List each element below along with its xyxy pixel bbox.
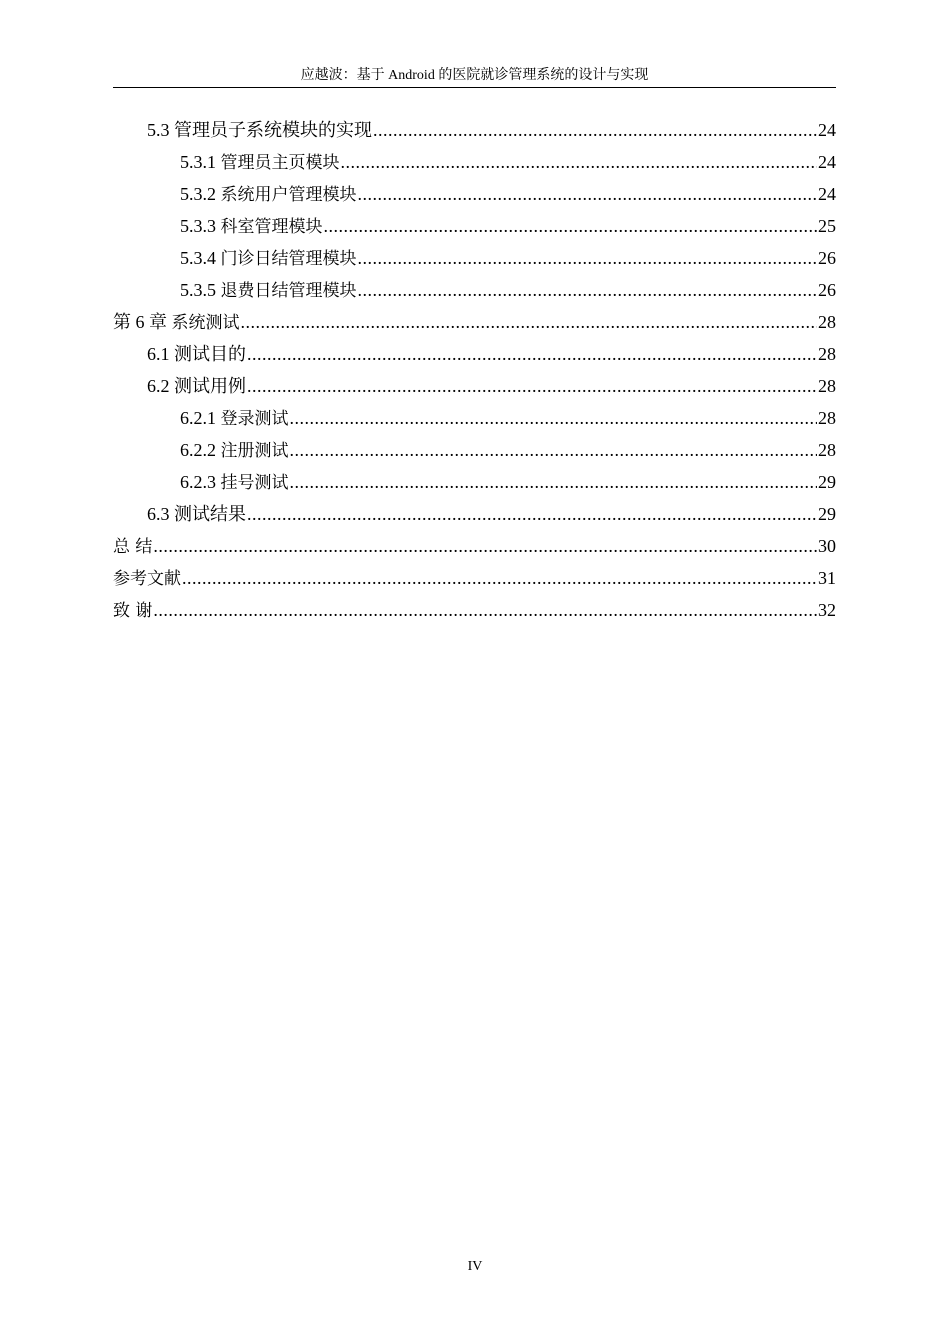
toc-entry-number: 6.2.1 [180, 408, 221, 428]
toc-dot-leader [241, 306, 818, 338]
toc-dot-leader [247, 498, 817, 530]
toc-entry-label [147, 370, 246, 402]
toc-entry-title: 注册测试 [220, 441, 289, 461]
toc-entry-title: 参考文献 [113, 569, 181, 589]
toc-entry-title: 测试用例 [174, 376, 246, 396]
toc-entry-title: 退费日结管理模块 [220, 281, 357, 301]
toc-entry[interactable] [113, 274, 836, 306]
toc-entry-title: 门诊日结管理模块 [220, 249, 357, 269]
toc-entry-title: 管理员子系统模块的实现 [174, 120, 372, 140]
toc-entry-title: 测试结果 [174, 504, 246, 524]
toc-entry-number: 5.3.5 [180, 280, 221, 300]
toc-entry[interactable] [113, 402, 836, 434]
toc-entry[interactable] [113, 370, 836, 402]
toc-entry-number: 5.3.3 [180, 216, 221, 236]
toc-entry-number: 5.3 [147, 120, 174, 140]
toc-entry-number: 第 6 章 [113, 312, 172, 332]
toc-entry-label [180, 242, 357, 275]
running-header: 应越波：基于 Android 的医院就诊管理系统的设计与实现 [300, 68, 649, 83]
toc-entry[interactable] [113, 466, 836, 498]
toc-entry-title: 挂号测试 [220, 473, 289, 493]
toc-entry-label [180, 402, 289, 435]
toc-dot-leader [153, 594, 817, 626]
toc-entry-title: 致 谢 [113, 601, 153, 621]
toc-page-number: 28 [818, 440, 836, 460]
toc-dot-leader [247, 338, 817, 370]
toc-entry-number: 5.3.2 [180, 184, 221, 204]
toc-page-number: 29 [818, 504, 836, 524]
toc-dot-leader [247, 370, 817, 402]
toc-entry-label [113, 562, 181, 595]
toc-entry-label [113, 306, 240, 339]
toc-entry-label [180, 434, 289, 467]
toc-entry[interactable] [113, 562, 836, 594]
toc-entry-title: 系统用户管理模块 [220, 185, 357, 205]
toc-entry-number: 6.2.2 [180, 440, 221, 460]
toc-entry[interactable] [113, 178, 836, 210]
toc-entry-label [147, 114, 372, 146]
toc-entry-number: 5.3.1 [180, 152, 221, 172]
toc-entry[interactable] [113, 498, 836, 530]
toc-entry[interactable] [113, 146, 836, 178]
toc-entry[interactable] [113, 242, 836, 274]
toc-dot-leader [373, 114, 817, 146]
toc-entry-title: 系统测试 [171, 313, 240, 333]
toc-entry-title: 登录测试 [220, 409, 289, 429]
toc-page-number: 26 [818, 280, 836, 300]
toc-entry-label [113, 530, 152, 563]
toc-entry-label [180, 178, 357, 211]
toc-dot-leader [290, 466, 818, 498]
toc-dot-leader [341, 146, 818, 178]
toc-entry-title: 管理员主页模块 [220, 153, 340, 173]
toc-entry-title: 测试目的 [174, 344, 246, 364]
toc-entry-label [180, 146, 340, 179]
toc-entry[interactable] [113, 434, 836, 466]
toc-entry-label [147, 338, 246, 370]
toc-dot-leader [358, 274, 818, 306]
toc-page-number: 32 [818, 600, 836, 620]
toc-dot-leader [290, 434, 818, 466]
toc-entry-label [180, 466, 289, 499]
toc-page-number: 28 [818, 408, 836, 428]
toc-page-number: 26 [818, 248, 836, 268]
toc-entry-number: 5.3.4 [180, 248, 221, 268]
toc-dot-leader [290, 402, 818, 434]
table-of-contents [113, 114, 836, 626]
toc-dot-leader [182, 562, 817, 594]
toc-entry-label [113, 594, 152, 627]
toc-entry-title: 总 结 [113, 537, 153, 557]
toc-page-number: 24 [818, 120, 836, 140]
toc-entry[interactable] [113, 594, 836, 626]
toc-entry[interactable] [113, 306, 836, 338]
toc-page-number: 29 [818, 472, 836, 492]
toc-entry[interactable] [113, 114, 836, 146]
toc-entry[interactable] [113, 530, 836, 562]
toc-dot-leader [324, 210, 818, 242]
toc-page-number: 30 [818, 536, 836, 556]
toc-page-number: 25 [818, 216, 836, 236]
toc-entry-number: 6.2.3 [180, 472, 221, 492]
toc-page-number: 24 [818, 152, 836, 172]
toc-entry[interactable] [113, 338, 836, 370]
page-number: IV [467, 1259, 483, 1274]
toc-page-number: 31 [818, 568, 836, 588]
toc-entry-label [180, 274, 357, 307]
toc-entry-number: 6.3 [147, 504, 174, 524]
toc-page-number: 24 [818, 184, 836, 204]
toc-entry-number: 6.2 [147, 376, 174, 396]
header-rule [113, 87, 836, 88]
toc-entry-number: 6.1 [147, 344, 174, 364]
toc-page-number: 28 [818, 344, 836, 364]
toc-page-number: 28 [818, 312, 836, 332]
toc-dot-leader [153, 530, 817, 562]
toc-dot-leader [358, 178, 818, 210]
toc-entry[interactable] [113, 210, 836, 242]
toc-page-number: 28 [818, 376, 836, 396]
toc-dot-leader [358, 242, 818, 274]
toc-entry-label [180, 210, 323, 243]
toc-entry-label [147, 498, 246, 530]
toc-entry-title: 科室管理模块 [220, 217, 323, 237]
